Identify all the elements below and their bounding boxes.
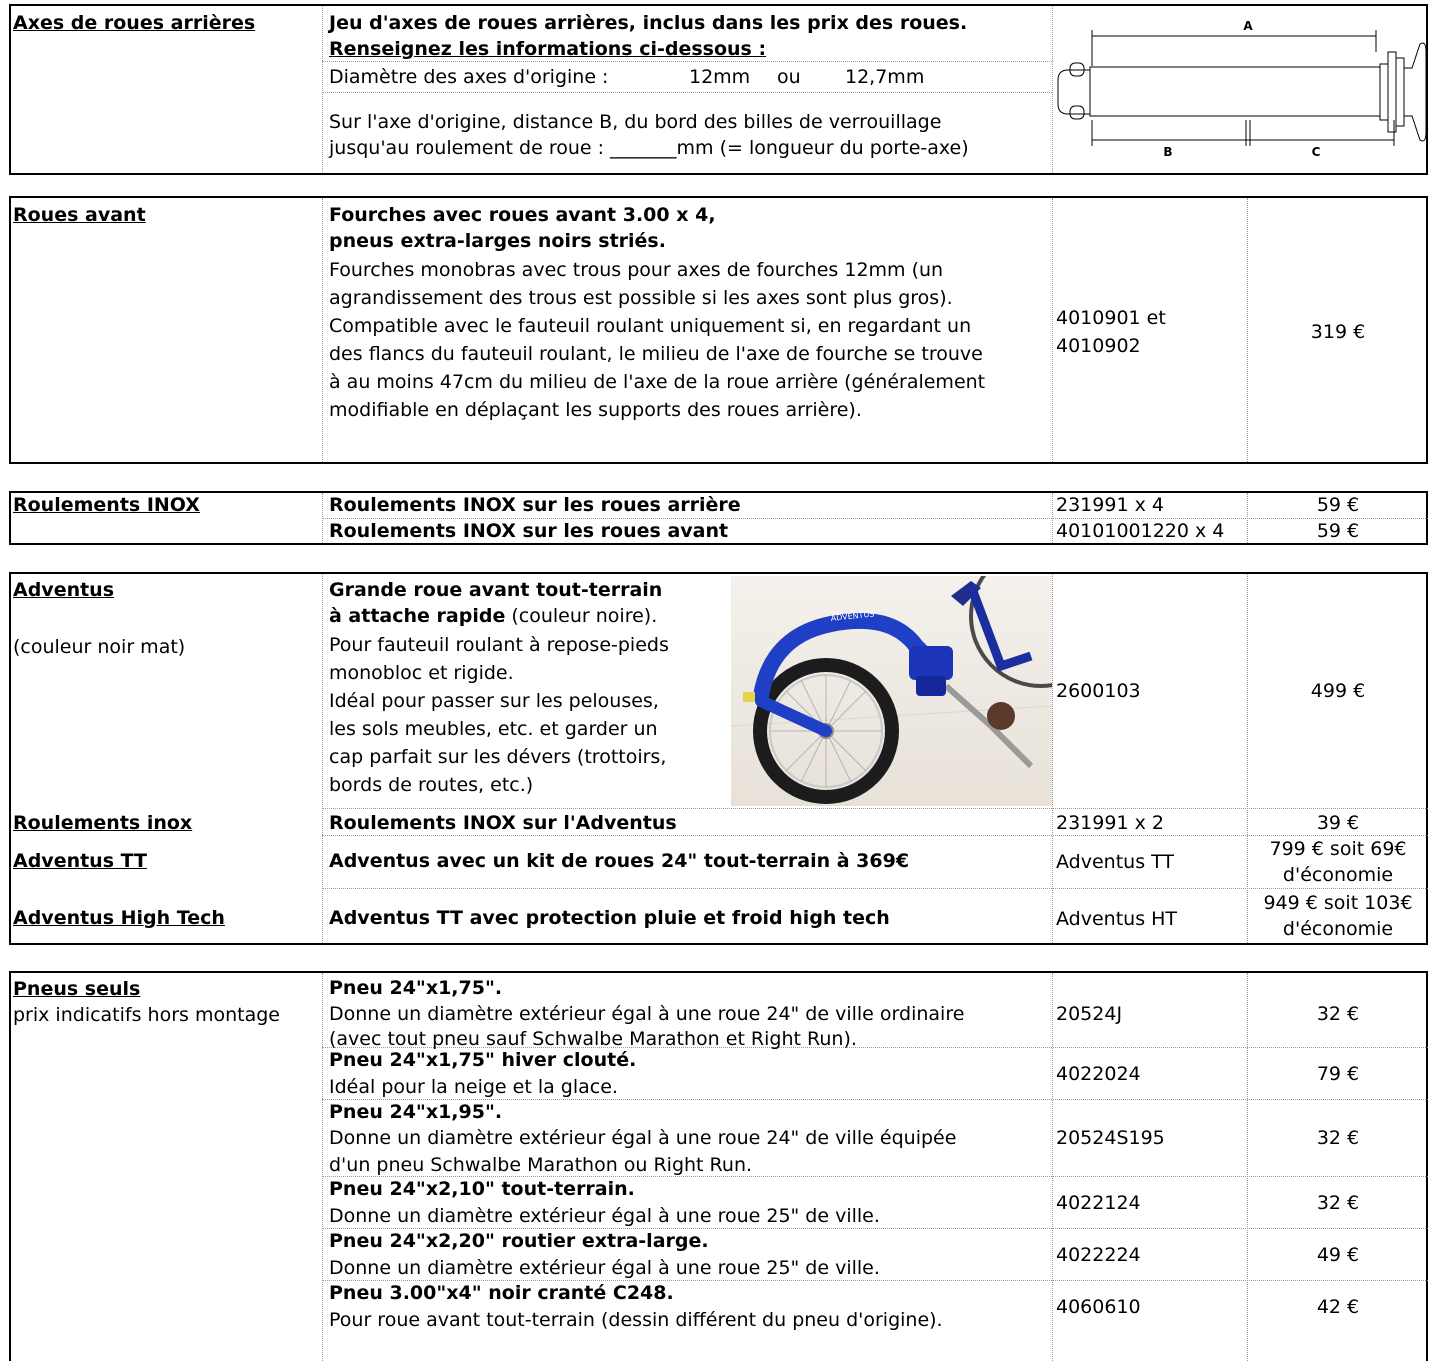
- diameter-option-12: 12mm: [689, 66, 751, 88]
- pneu-row3-title: Pneu 24"x1,95".: [329, 1101, 503, 1123]
- adventus-inox-price: 39 €: [1316, 812, 1360, 834]
- adventus-price: 499 €: [1310, 680, 1366, 702]
- pneu-row4-line1: Donne un diamètre extérieur égal à une roue 25" de ville.: [329, 1205, 880, 1227]
- pneu-row6-ref: 4060610: [1056, 1296, 1141, 1318]
- adventus-desc3: Idéal pour passer sur les pelouses,: [329, 690, 659, 712]
- pneu-row4-title: Pneu 24"x2,10" tout-terrain.: [329, 1178, 635, 1200]
- pneu-row5-ref: 4022224: [1056, 1244, 1141, 1266]
- adventus-label: Adventus: [13, 579, 115, 601]
- pneu-row1-ref: 20524J: [1056, 1003, 1123, 1025]
- pneu-row1-line1: Donne un diamètre extérieur égal à une roue 24" de ville ordinaire: [329, 1003, 965, 1025]
- pneu-row1-line2: (avec tout pneu sauf Schwalbe Marathon et Right Run).: [329, 1028, 857, 1050]
- roues-avant-desc1: Fourches monobras avec trous pour axes de fourches 12mm (un: [329, 259, 944, 281]
- roues-avant-ref1: 4010901 et: [1056, 307, 1166, 329]
- adventus-photo-logo: ADVENTUS: [830, 609, 875, 623]
- roues-avant-title2: pneus extra-larges noirs striés.: [329, 230, 666, 252]
- adventus-tt-ref: Adventus TT: [1056, 851, 1175, 873]
- roues-avant-title1: Fourches avec roues avant 3.00 x 4,: [329, 204, 716, 226]
- roues-avant-ref2: 4010902: [1056, 335, 1141, 357]
- adventus-title1: Grande roue avant tout-terrain: [329, 579, 663, 601]
- diagram-label-b: B: [1163, 145, 1173, 159]
- roulements-row2-price: 59 €: [1316, 520, 1360, 542]
- roulements-row2-ref: 40101001220 x 4: [1056, 520, 1225, 542]
- pneu-row1-title: Pneu 24"x1,75".: [329, 977, 503, 999]
- adventus-ht-desc: Adventus TT avec protection pluie et froid high tech: [329, 907, 890, 929]
- pneu-row4-price: 32 €: [1316, 1192, 1360, 1214]
- adventus-inox-label: Roulements inox: [13, 812, 193, 834]
- pneu-row5-price: 49 €: [1316, 1244, 1360, 1266]
- adventus-title2-bold: à attache rapide: [329, 605, 506, 627]
- diameter-label: Diamètre des axes d'origine :: [329, 66, 609, 88]
- adventus-ht-price2: d'économie: [1282, 918, 1394, 940]
- pneu-row1-price: 32 €: [1316, 1003, 1360, 1025]
- pneu-row6-title: Pneu 3.00"x4" noir cranté C248.: [329, 1282, 674, 1304]
- pneu-row3-ref: 20524S195: [1056, 1127, 1165, 1149]
- roues-avant-price: 319 €: [1310, 321, 1366, 343]
- pneus-label: Pneus seuls: [13, 978, 141, 1000]
- axes-section: [9, 4, 1428, 175]
- adventus-ref: 2600103: [1056, 680, 1141, 702]
- pneu-row3-line2: d'un pneu Schwalbe Marathon ou Right Run.: [329, 1154, 753, 1176]
- roues-avant-desc5: à au moins 47cm du milieu de l'axe de la roue arrière (généralement: [329, 371, 986, 393]
- roues-avant-desc6: modifiable en déplaçant les supports des roues arrière).: [329, 399, 862, 421]
- pneu-row3-price: 32 €: [1316, 1127, 1360, 1149]
- adventus-section: [9, 572, 1428, 945]
- pneu-row6-line1: Pour roue avant tout-terrain (dessin différent du pneu d'origine).: [329, 1309, 943, 1331]
- pneu-row5-line1: Donne un diamètre extérieur égal à une roue 25" de ville.: [329, 1257, 880, 1279]
- adventus-ht-ref: Adventus HT: [1056, 908, 1178, 930]
- roues-avant-desc3: Compatible avec le fauteuil roulant uniquement si, en regardant un: [329, 315, 972, 337]
- adventus-ht-label: Adventus High Tech: [13, 907, 225, 929]
- adventus-inox-ref: 231991 x 2: [1056, 812, 1164, 834]
- adventus-ht-price1: 949 € soit 103€: [1263, 892, 1413, 914]
- roues-avant-desc4: des flancs du fauteuil roulant, le milieu de l'axe de fourche se trouve: [329, 343, 983, 365]
- roulements-row1-ref: 231991 x 4: [1056, 494, 1164, 516]
- adventus-desc4: les sols meubles, etc. et garder un: [329, 718, 658, 740]
- adventus-title2-rest: (couleur noire).: [505, 605, 658, 627]
- pneu-row2-price: 79 €: [1316, 1063, 1360, 1085]
- adventus-tt-price2: d'économie: [1282, 864, 1394, 886]
- adventus-tt-label: Adventus TT: [13, 850, 147, 872]
- adventus-desc6: bords de routes, etc.): [329, 774, 534, 796]
- roues-avant-desc2: agrandissement des trous est possible si les axes sont plus gros).: [329, 287, 953, 309]
- adventus-title2: [329, 604, 657, 628]
- axes-label: Axes de roues arrières: [13, 12, 256, 34]
- adventus-photo: [731, 576, 1052, 806]
- pneu-row5-title: Pneu 24"x2,20" routier extra-large.: [329, 1230, 709, 1252]
- pneu-row4-ref: 4022124: [1056, 1192, 1141, 1214]
- roulements-section: [9, 491, 1428, 545]
- roues-avant-section: [9, 196, 1428, 464]
- axes-line2: Renseignez les informations ci-dessous :: [329, 38, 767, 60]
- adventus-desc2: monobloc et rigide.: [329, 662, 514, 684]
- pneu-row2-title: Pneu 24"x1,75" hiver clouté.: [329, 1049, 637, 1071]
- adventus-desc1: Pour fauteuil roulant à repose-pieds: [329, 634, 669, 656]
- diameter-option-127: 12,7mm: [845, 66, 925, 88]
- distance-line2: jusqu'au roulement de roue : _______mm (= longueur du porte-axe): [329, 137, 969, 159]
- pneu-row3-line1: Donne un diamètre extérieur égal à une roue 24" de ville équipée: [329, 1127, 957, 1149]
- axle-diagram: [1054, 8, 1426, 173]
- axes-line1: Jeu d'axes de roues arrières, inclus dans les prix des roues.: [329, 12, 968, 34]
- pneu-row6-price: 42 €: [1316, 1296, 1360, 1318]
- adventus-tt-desc: Adventus avec un kit de roues 24" tout-terrain à 369€: [329, 850, 910, 872]
- diagram-label-c: C: [1311, 145, 1321, 159]
- adventus-inox-desc: Roulements INOX sur l'Adventus: [329, 812, 677, 834]
- roulements-row2-desc: Roulements INOX sur les roues avant: [329, 520, 729, 542]
- pneu-row2-ref: 4022024: [1056, 1063, 1141, 1085]
- adventus-tt-price1: 799 € soit 69€: [1269, 838, 1407, 860]
- pneu-row2-line1: Idéal pour la neige et la glace.: [329, 1076, 618, 1098]
- roulements-row1-desc: Roulements INOX sur les roues arrière: [329, 494, 741, 516]
- roues-avant-label: Roues avant: [13, 204, 146, 226]
- diagram-label-a: A: [1243, 19, 1253, 33]
- pneus-section: [9, 971, 1428, 1361]
- adventus-sublabel: (couleur noir mat): [13, 636, 186, 658]
- roulements-label: Roulements INOX: [13, 494, 200, 516]
- pneus-sublabel: prix indicatifs hors montage: [13, 1004, 280, 1026]
- adventus-desc5: cap parfait sur les dévers (trottoirs,: [329, 746, 667, 768]
- diameter-or: ou: [777, 66, 801, 88]
- roulements-row1-price: 59 €: [1316, 494, 1360, 516]
- distance-line1: Sur l'axe d'origine, distance B, du bord des billes de verrouillage: [329, 111, 942, 133]
